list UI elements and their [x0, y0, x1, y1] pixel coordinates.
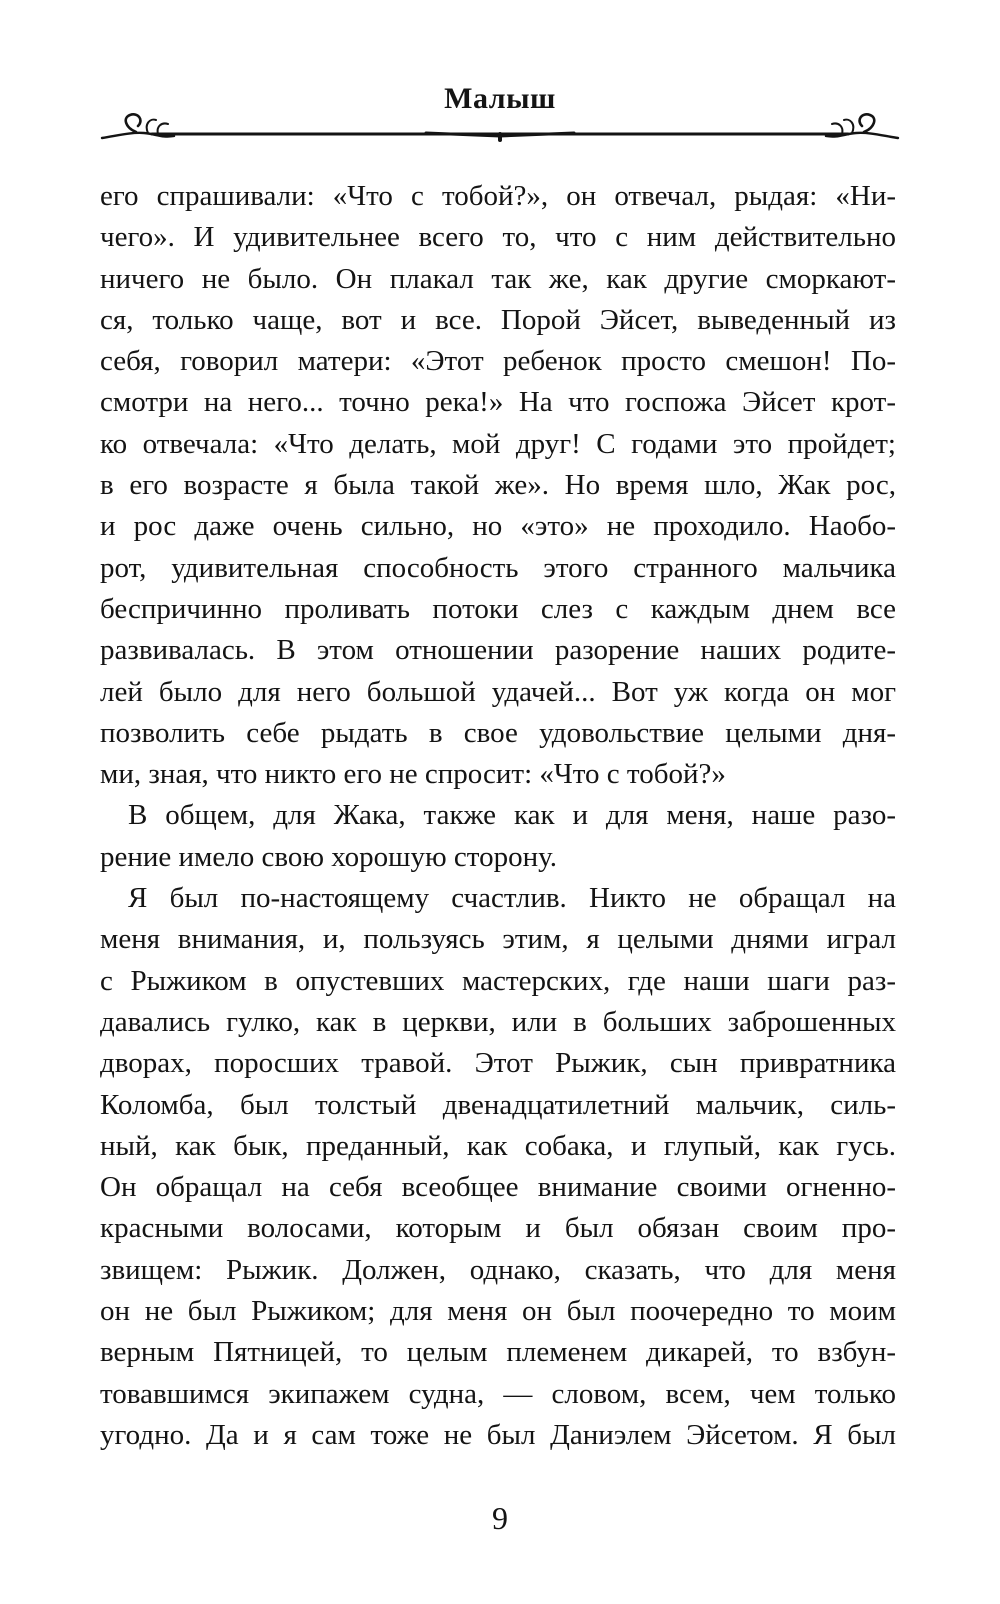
text-line: чего». И удивительнее всего то, что с ним действительно: [100, 221, 896, 254]
text-line: смотри на него... точно река!» На что госпожа Эйсет крот-: [100, 386, 896, 419]
text-line: звищем: Рыжик. Должен, однако, сказать, что для меня: [100, 1253, 896, 1286]
running-head-title: Малыш: [444, 82, 556, 115]
text-line: Коломба, был толстый двенадцатилетний мальчик, силь-: [100, 1088, 896, 1121]
text-line: красными волосами, которым и был обязан своим про-: [100, 1212, 896, 1245]
text-line: дворах, поросших травой. Этот Рыжик, сын привратника: [100, 1047, 896, 1080]
text-line: позволить себе рыдать в свое удовольствие целыми дня-: [100, 716, 896, 749]
text-line: и рос даже очень сильно, но «это» не проходило. Наобо-: [100, 510, 896, 543]
ornamental-rule: [96, 112, 904, 146]
text-line: его спрашивали: «Что с тобой?», он отвечал, рыдая: «Ни-: [100, 180, 896, 212]
text-line: ничего не было. Он плакал так же, как другие сморкают-: [100, 262, 896, 295]
text-line: верным Пятницей, то целым племенем дикарей, то взбун-: [100, 1336, 896, 1369]
page-number: 9: [492, 1500, 508, 1536]
text-line: с Рыжиком в опустевших мастерских, где наши шаги раз-: [100, 964, 896, 997]
text-line: меня внимания, и, пользуясь этим, я целыми днями играл: [100, 923, 896, 956]
text-line: Он обращал на себя всеобщее внимание своими огненно-: [100, 1171, 896, 1204]
paragraph-end-line: ми, зная, что никто его не спросит: «Что с тобой?»: [100, 758, 726, 791]
paragraph-start-line: В общем, для Жака, также как и для меня, наше разо-: [128, 799, 896, 832]
text-line: в его возрасте я была такой же». Но время шло, Жак рос,: [100, 469, 896, 502]
paragraph-start-line: Я был по-настоящему счастлив. Никто не обращал на: [128, 882, 896, 915]
text-line: давались гулко, как в церкви, или в больших заброшенных: [100, 1005, 896, 1038]
text-line: беспричинно проливать потоки слез с каждым днем все: [100, 592, 896, 625]
text-line: развивалась. В этом отношении разорение наших родите-: [100, 634, 896, 667]
text-line: ко отвечала: «Что делать, мой друг! С годами это пройдет;: [100, 427, 896, 460]
text-line: себя, говорил матери: «Этот ребенок просто смешон! По-: [100, 345, 896, 378]
text-line: ся, только чаще, вот и все. Порой Эйсет, выведенный из: [100, 303, 896, 336]
text-line: лей было для него большой удачей... Вот уж когда он мог: [100, 675, 896, 708]
text-line: он не был Рыжиком; для меня он был поочередно то моим: [100, 1295, 896, 1328]
paragraph-end-line: рение имело свою хорошую сторону.: [100, 840, 557, 873]
body-text: [100, 176, 896, 1456]
text-line: ный, как бык, преданный, как собака, и глупый, как гусь.: [100, 1129, 896, 1162]
text-line: товавшимся экипажем судна, — словом, всем, чем только: [100, 1377, 896, 1410]
text-line: рот, удивительная способность этого странного мальчика: [100, 551, 896, 584]
text-line: угодно. Да и я сам тоже не был Даниэлем Эйсетом. Я был: [100, 1418, 896, 1451]
